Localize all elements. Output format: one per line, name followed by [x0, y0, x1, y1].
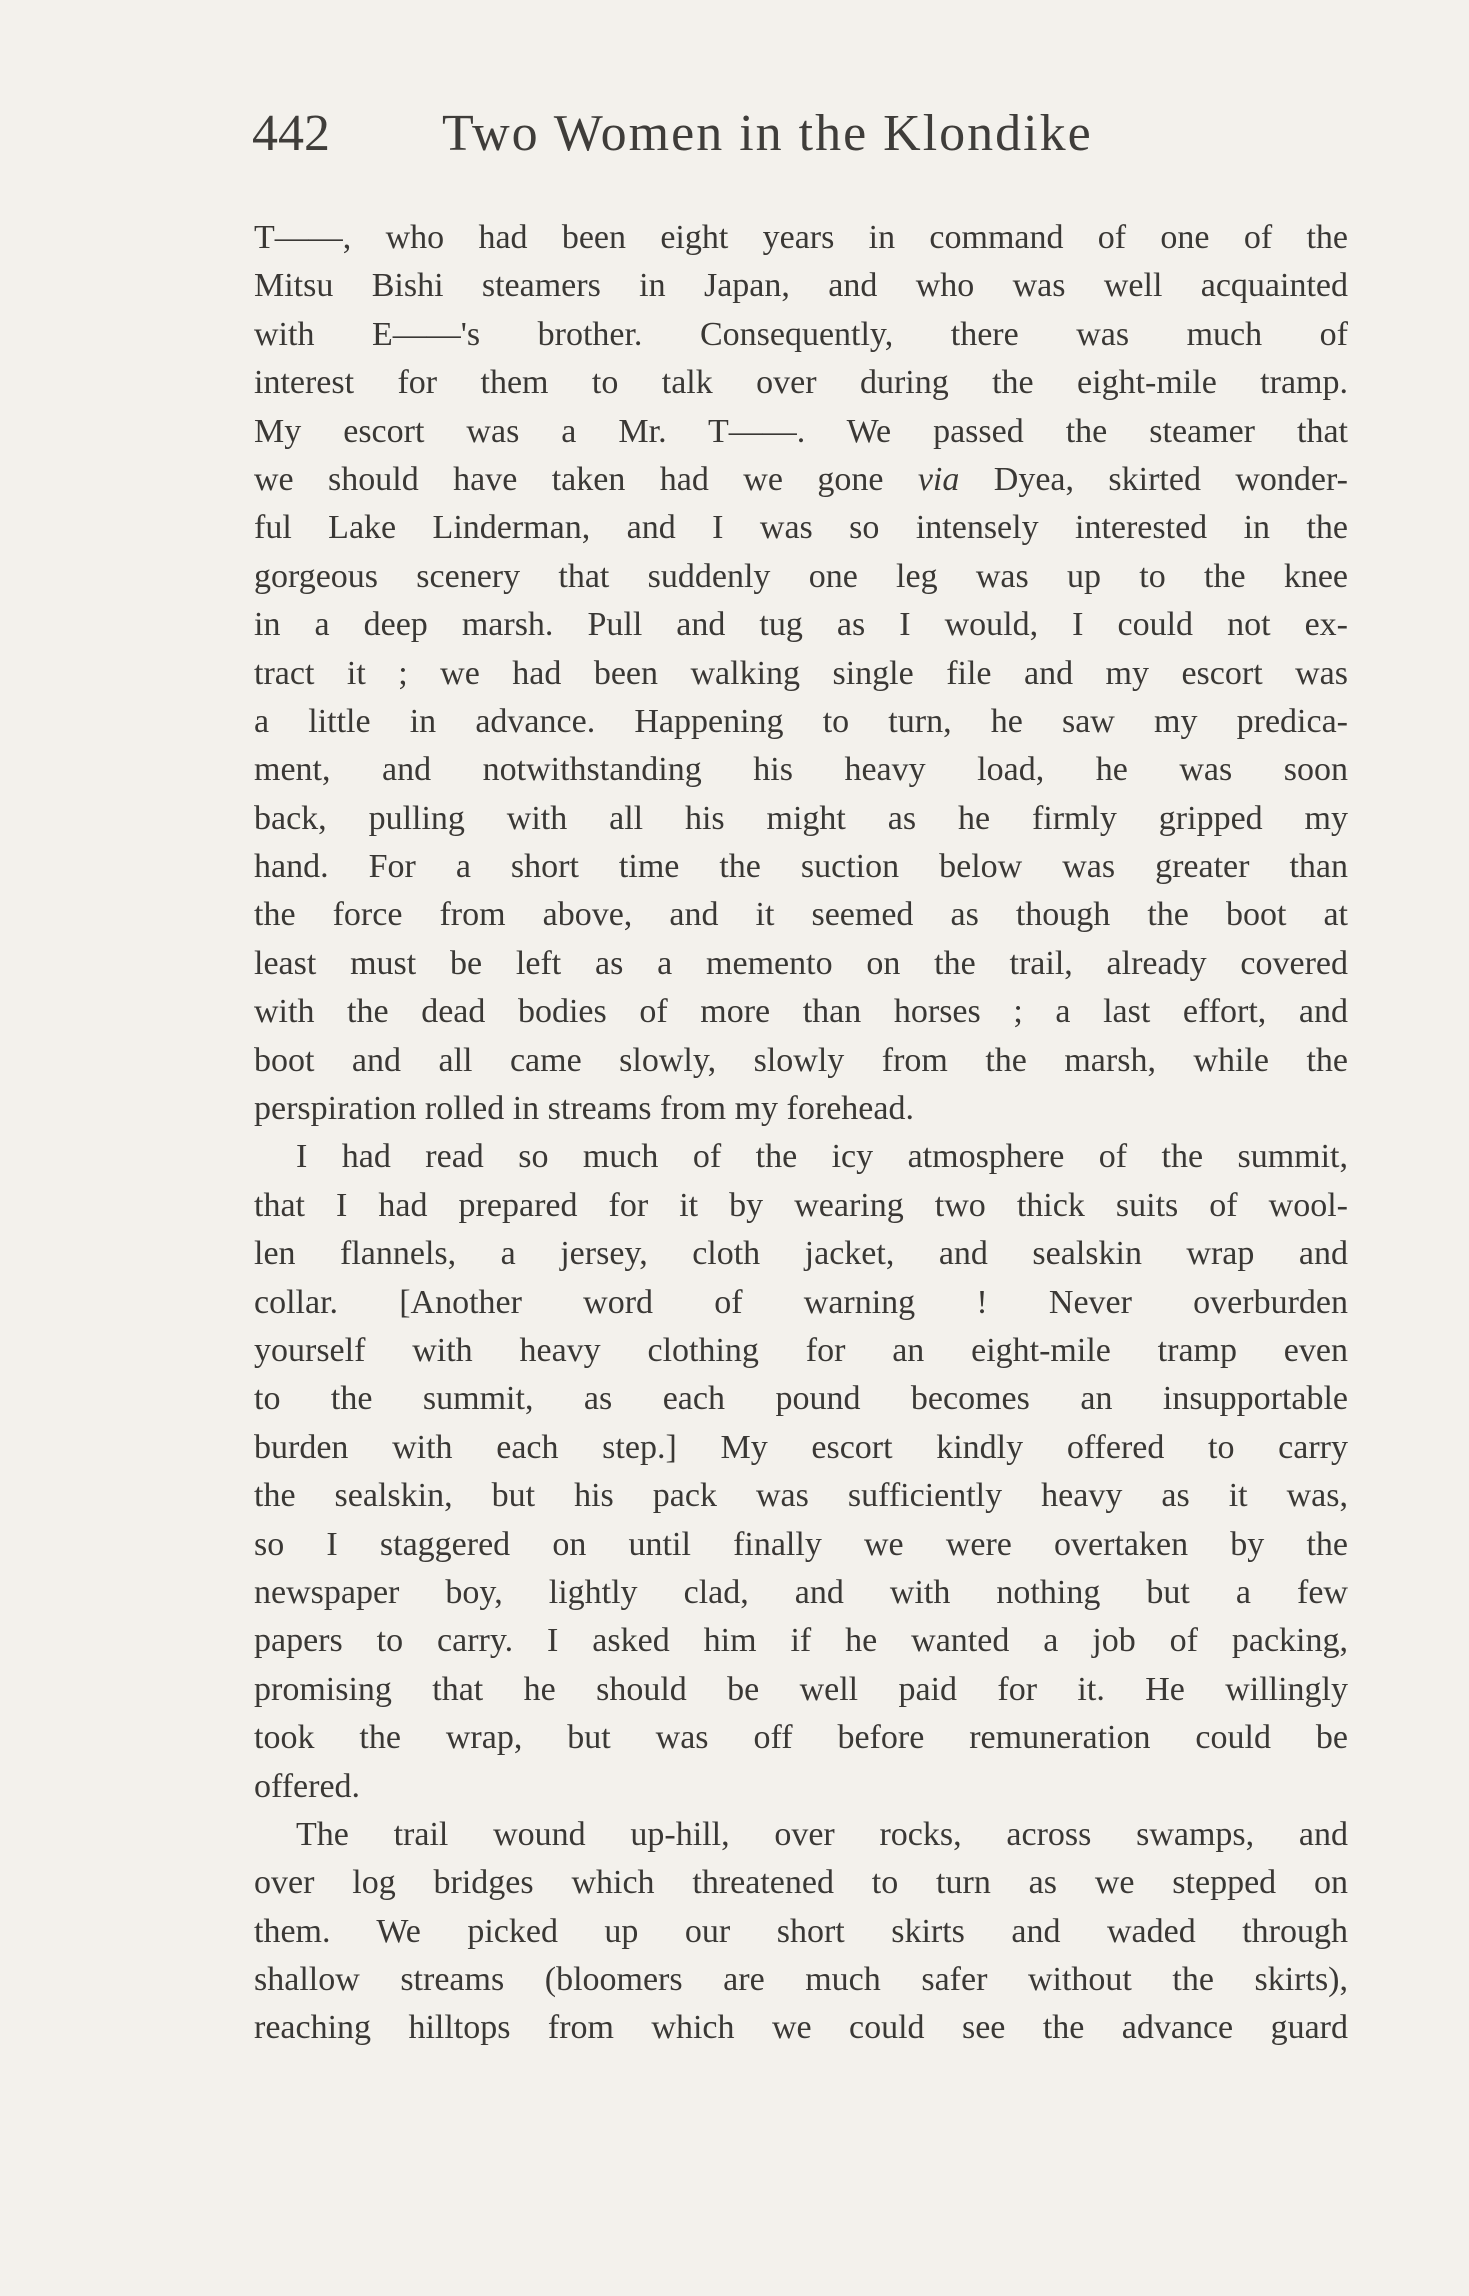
text-line: took the wrap, but was off before remuneration could be [254, 1719, 1348, 1757]
text-line: over log bridges which threatened to turn as we stepped on [254, 1864, 1348, 1902]
text-line: with the dead bodies of more than horses ; a last effort, and [254, 993, 1348, 1031]
text-line: shallow streams (bloomers are much safer without the skirts), [254, 1961, 1348, 1999]
text-line: that I had prepared for it by wearing two thick suits of wool- [254, 1186, 1348, 1224]
text-line: with E——'s brother. Consequently, there was much of [254, 315, 1348, 353]
text-line: them. We picked up our short skirts and waded through [254, 1912, 1348, 1950]
text-line: Mitsu Bishi steamers in Japan, and who was well acquainted [254, 267, 1348, 305]
text-line: a little in advance. Happening to turn, he saw my predica- [254, 702, 1348, 740]
text-line: to the summit, as each pound becomes an insupportable [254, 1380, 1348, 1418]
text-line: My escort was a Mr. T——. We passed the steamer that [254, 412, 1348, 450]
text-line: the sealskin, but his pack was sufficiently heavy as it was, [254, 1477, 1348, 1515]
text-line: yourself with heavy clothing for an eight-mile tramp even [254, 1331, 1348, 1369]
text-line: least must be left as a memento on the trail, already covered [254, 944, 1348, 982]
text-line: the force from above, and it seemed as though the boot at [254, 896, 1348, 934]
text-line: newspaper boy, lightly clad, and with nothing but a few [254, 1573, 1348, 1611]
text-line: papers to carry. I asked him if he wanted a job of packing, [254, 1622, 1348, 1660]
text-line: reaching hilltops from which we could see the advance guard [254, 2009, 1348, 2047]
text-line: hand. For a short time the suction below was greater than [254, 848, 1348, 886]
text-line: back, pulling with all his might as he firmly gripped my [254, 799, 1348, 837]
running-head [252, 104, 1352, 174]
text-line: so I staggered on until finally we were overtaken by the [254, 1525, 1348, 1563]
text-line: The trail wound up-hill, over rocks, across swamps, and [296, 1815, 1348, 1853]
text-line: burden with each step.] My escort kindly offered to carry [254, 1428, 1348, 1466]
text-line: tract it ; we had been walking single file and my escort was [254, 654, 1348, 692]
page-number: 442 [252, 105, 330, 162]
text-line: offered. [254, 1767, 361, 1805]
text-line: len flannels, a jersey, cloth jacket, and sealskin wrap and [254, 1235, 1348, 1273]
text-line: ment, and notwithstanding his heavy load, he was soon [254, 751, 1348, 789]
text-line: boot and all came slowly, slowly from the marsh, while the [254, 1041, 1348, 1079]
running-title: Two Women in the Klondike [442, 105, 1093, 162]
body-text [254, 214, 1348, 2053]
text-line: in a deep marsh. Pull and tug as I would, I could not ex- [254, 606, 1348, 644]
text-line: I had read so much of the icy atmosphere of the summit, [296, 1138, 1348, 1176]
text-line: gorgeous scenery that suddenly one leg was up to the knee [254, 557, 1348, 595]
text-line: ful Lake Linderman, and I was so intensely interested in the [254, 509, 1348, 547]
text-line: T——, who had been eight years in command of one of the [254, 219, 1348, 256]
text-line: collar. [Another word of warning ! Never overburden [254, 1283, 1348, 1321]
text-line: interest for them to talk over during the eight-mile tramp. [254, 364, 1348, 402]
text-line: perspiration rolled in streams from my forehead. [254, 1090, 914, 1128]
text-line: we should have taken had we gone via Dyea, skirted wonder- [254, 460, 1348, 498]
text-line: promising that he should be well paid for it. He willingly [254, 1670, 1348, 1708]
